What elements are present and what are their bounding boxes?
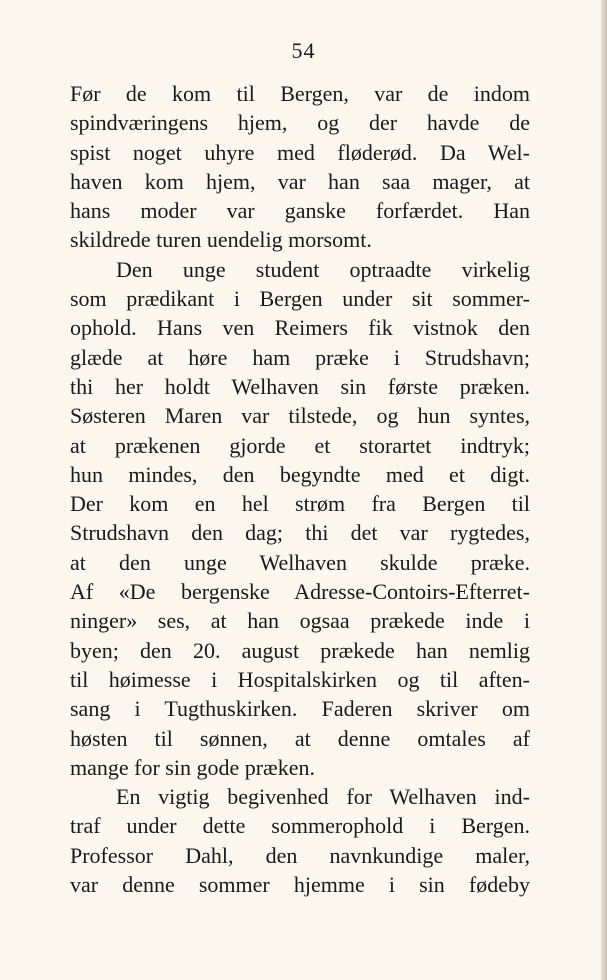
text-line: som prædikant i Bergen under sit sommer- — [70, 286, 530, 312]
body-text — [70, 79, 530, 899]
text-line: glæde at høre ham præke i Strudshavn; — [70, 344, 530, 370]
text-line: byen; den 20. august prækede han nemlig — [70, 637, 530, 663]
text-line: til høimesse i Hospitalskirken og til aften- — [70, 666, 530, 692]
text-line: ophold. Hans ven Reimers fik vistnok den — [70, 315, 530, 341]
text-line: Der kom en hel strøm fra Bergen til — [70, 491, 530, 517]
text-line: thi her holdt Welhaven sin første præken. — [70, 373, 530, 399]
text-line: at prækenen gjorde et storartet indtryk; — [70, 432, 530, 458]
text-line: ninger» ses, at han ogsaa prækede inde i — [70, 608, 530, 634]
text-line: hun mindes, den begyndte med et digt. — [70, 461, 530, 487]
text-line: Strudshavn den dag; thi det var rygtedes, — [70, 520, 530, 546]
text-line: Professor Dahl, den navnkundige maler, — [70, 842, 530, 868]
text-line: Den unge student optraadte virkelig — [116, 256, 530, 282]
text-line: spindværingens hjem, og der havde de — [70, 110, 530, 136]
text-line: mange for sin gode præken. — [70, 754, 315, 780]
page-edge — [601, 0, 607, 980]
text-line: var denne sommer hjemme i sin fødeby — [70, 872, 530, 898]
text-line: hans moder var ganske forfærdet. Han — [70, 198, 530, 224]
text-line: En vigtig begivenhed for Welhaven ind- — [116, 784, 530, 810]
text-line: traf under dette sommerophold i Bergen. — [70, 813, 530, 839]
text-line: spist noget uhyre med fløderød. Da Wel- — [70, 139, 530, 165]
text-line: sang i Tugthuskirken. Faderen skriver om — [70, 696, 530, 722]
text-line: Af «De bergenske Adresse-Contoirs-Efterret- — [70, 579, 530, 605]
text-line: høsten til sønnen, at denne omtales af — [70, 725, 530, 751]
text-line: haven kom hjem, var han saa mager, at — [70, 168, 530, 194]
text-line: Før de kom til Bergen, var de indom — [70, 81, 530, 106]
text-line: at den unge Welhaven skulde præke. — [70, 549, 530, 575]
text-line: Søsteren Maren var tilstede, og hun syntes, — [70, 403, 530, 429]
text-line: skildrede turen uendelig morsomt. — [70, 227, 372, 253]
page-number: 54 — [291, 38, 316, 63]
